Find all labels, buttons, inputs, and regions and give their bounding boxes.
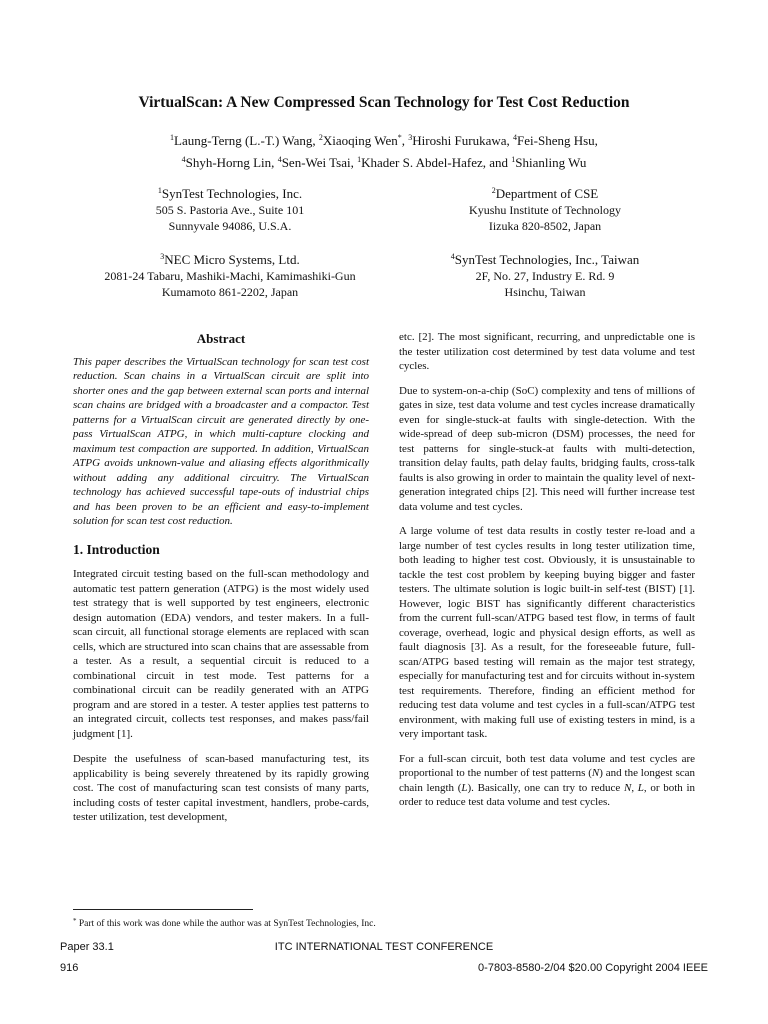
- author-affil-sup: 4: [513, 133, 518, 142]
- affiliation-name: SynTest Technologies, Inc.: [161, 186, 303, 201]
- author-name: Fei-Sheng Hsu,: [517, 133, 598, 148]
- footnote-text: Part of this work was done while the author was at SynTest Technologies, Inc.: [76, 919, 376, 929]
- footnote: [73, 917, 376, 929]
- paragraph: Integrated circuit testing based on the full-scan methodology and automatic test pattern generation (ATPG) is the most widely used test strategy that is well supported by test engineers, electronic design automation (EDA) vendors, and tester makers. In a full-scan circuit, all functional storage elements are replaced with scan cells, which are structured into scan chains that are assessable from a tester. As a result, a sequential circuit is reduced to a combinational circuit in test mode. Test patterns for a combinational circuit can be readily generated with an ATPG program and are stored in a tester. A tester applies test patterns to an integrated circuit, collects test responses, and makes pass/fail judgment [1].: [73, 568, 369, 740]
- paper-title: VirtualScan: A New Compressed Scan Technology for Test Cost Reduction: [138, 94, 630, 111]
- affiliation-name: SynTest Technologies, Inc., Taiwan: [454, 252, 640, 267]
- author-affil-sup: 3: [408, 133, 413, 142]
- affiliation-name: NEC Micro Systems, Ltd.: [164, 252, 300, 267]
- text-run: For a full-scan circuit, both test data volume and test cycles are proportional to the number of test patterns (: [399, 752, 695, 779]
- author-affil-sup: 2: [318, 133, 323, 142]
- affiliation-city: Sunnyvale 94086, U.S.A.: [168, 219, 292, 233]
- affiliation-3: [60, 249, 400, 300]
- author-line-1: [0, 128, 768, 150]
- affiliation-city: Iizuka 820-8502, Japan: [488, 219, 602, 233]
- affiliation-address: 505 S. Pastoria Ave., Suite 101: [155, 203, 305, 217]
- text-run: , or both in order to reduce test data volume and test cycles.: [399, 781, 695, 808]
- affiliation-4: [400, 249, 690, 300]
- footnote-mark: *: [73, 917, 77, 925]
- footer-conference: ITC INTERNATIONAL TEST CONFERENCE: [274, 941, 494, 953]
- author-list: [0, 128, 768, 172]
- abstract-text: This paper describes the VirtualScan technology for scan test cost reduction. Scan chains in a VirtualScan circuit are split into shorter ones and the gap between external scan ports and internal scan chains are bridged with a broadcaster and a compactor. Test patterns for a VirtualScan circuit are generated directly by one-pass VirtualScan ATPG, in which multi-capture clocking and maximum test compaction are supported. In addition, VirtualScan ATPG avoids unknown-value and aliasing effects algorithmically without adding any additional circuitry. The VirtualScan technology has achieved successful tape-outs of industrial chips and has been proven to be an efficient and easy-to-implement solution for scan test cost reduction.: [73, 355, 369, 527]
- text-run: ,: [631, 781, 638, 794]
- paragraph: etc. [2]. The most significant, recurring, and unpredictable one is the tester utilization cost determined by test data volume and test cycles.: [399, 331, 695, 372]
- author-affil-sup: 4: [181, 155, 186, 164]
- affiliation-sup: 3: [160, 252, 165, 261]
- author-affil-sup: 1: [170, 133, 175, 142]
- footer-copyright: 0-7803-8580-2/04 $20.00 Copyright 2004 IEEE: [478, 962, 708, 974]
- text-run: ) and the longest scan chain length (: [399, 767, 695, 794]
- author-affil-sup: 4: [277, 155, 282, 164]
- author-line-2: [0, 150, 768, 172]
- footer-page-number: 916: [60, 962, 79, 974]
- affiliation-sup: 1: [157, 186, 162, 195]
- affiliation-2: [400, 183, 690, 234]
- variable-l: L: [637, 781, 644, 794]
- text-run: ). Basically, one can try to reduce: [467, 781, 624, 794]
- affiliation-city: Hsinchu, Taiwan: [504, 285, 586, 299]
- author-name: Sen-Wei Tsai,: [281, 155, 358, 170]
- abstract-heading: Abstract: [196, 331, 246, 346]
- affiliation-1: [100, 183, 360, 234]
- variable-n: N: [591, 767, 600, 779]
- affiliation-address: 2081-24 Tabaru, Mashiki-Machi, Kamimashiki-Gun: [104, 269, 356, 283]
- paragraph: A large volume of test data results in costly tester re-load and a large number of test cycles results in long tester utilization time, both leading to higher test cost. Obviously, it is unsustainable to tackle the test cost problem by keeping buying bigger and faster testers. The ultimate solution is logic built-in self-test (BIST) [1]. However, logic BIST has significantly different characteristics from the current full-scan/ATPG based test flow, in terms of fault coverage, overhead, logic and physical design efforts, as well as fault diagnosis [3]. As a result, for the foreseeable future, full-scan/ATPG based testing will remain as the major test strategy, especially for manufacturing test and for circuits without in-system test requirements. Therefore, finding an efficient method for reducing test data volume and test cycles in a full-scan/ATPG test environment, with making full use of existing testers in mind, is a very important task.: [399, 525, 695, 740]
- author-name: Xiaoqing Wen: [322, 133, 398, 148]
- paragraph: Despite the usefulness of scan-based manufacturing test, its applicability is being severely threatened by its rapidly growing cost. The cost of manufacturing scan test consists of many parts, including costs of tester capital investment, handlers, probe-cards, tester utilization, test development,: [73, 753, 369, 823]
- author-name: Shyh-Horng Lin,: [185, 155, 278, 170]
- affiliation-sup: 4: [450, 252, 455, 261]
- section-heading-introduction: 1. Introduction: [73, 541, 160, 557]
- affiliation-address: 2F, No. 27, Industry E. Rd. 9: [475, 269, 615, 283]
- author-affil-sup: 1: [511, 155, 516, 164]
- author-affil-sup: 1: [357, 155, 362, 164]
- paragraph: [399, 752, 695, 810]
- affiliation-name: Department of CSE: [495, 186, 599, 201]
- author-footnote-mark: *: [397, 133, 402, 142]
- author-separator: ,: [401, 133, 409, 148]
- left-column: [73, 330, 369, 836]
- right-column: [399, 330, 695, 820]
- author-name: Hiroshi Furukawa,: [412, 133, 514, 148]
- variable-n: N: [623, 781, 632, 794]
- footer-paper-number: Paper 33.1: [60, 941, 114, 953]
- author-name: Laung-Terng (L.-T.) Wang,: [174, 133, 319, 148]
- variable-l: L: [461, 781, 468, 794]
- affiliation-city: Kumamoto 861-2202, Japan: [161, 285, 299, 299]
- affiliation-sup: 2: [491, 186, 496, 195]
- footnote-divider: [73, 909, 253, 910]
- author-name: Shianling Wu: [515, 155, 587, 170]
- paragraph: Due to system-on-a-chip (SoC) complexity and tens of millions of gates in size, test data volume and test cycles increase dramatically even for single-stuck-at faults with single-detection. With the wide-spread of deep sub-micron (DSM) processes, the need for test patterns for single-stuck-at faults with multi-detection, transition delay faults, path delay faults, bridging faults, cross-talk faults is also growing in order to maintain the quality level of next-generation integrated chips [2]. This need will further increase test data volume and test cycles.: [399, 384, 695, 513]
- affiliation-address: Kyushu Institute of Technology: [469, 203, 621, 217]
- author-name: Khader S. Abdel-Hafez, and: [361, 155, 512, 170]
